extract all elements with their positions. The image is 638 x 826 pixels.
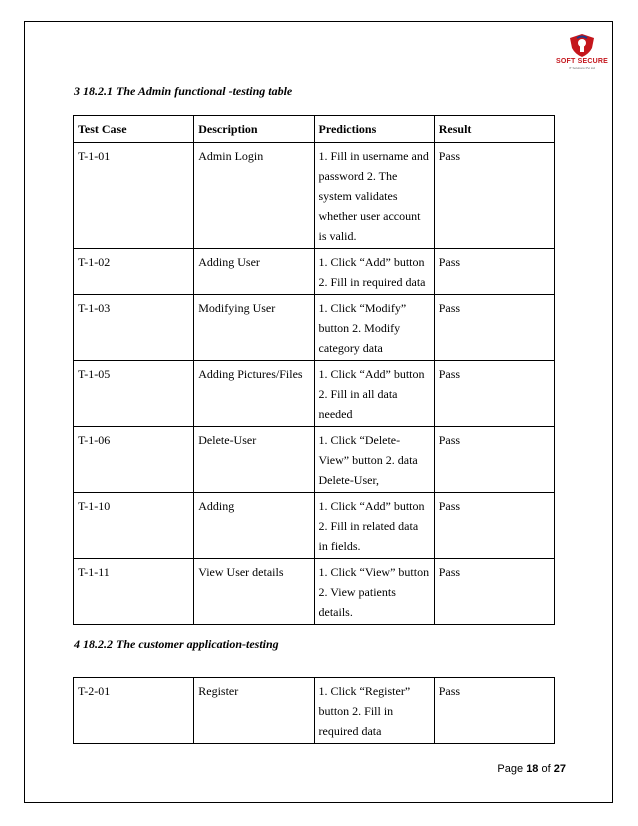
table-header-row bbox=[74, 116, 555, 143]
column-header: Predictions bbox=[314, 116, 434, 143]
admin-testing-table bbox=[73, 115, 555, 625]
table-cell: Pass bbox=[434, 361, 554, 427]
table-cell: Register bbox=[194, 678, 314, 744]
table-cell: T-2-01 bbox=[74, 678, 194, 744]
logo-tagline: IT Solutions Pvt Ltd bbox=[569, 66, 595, 70]
table-row bbox=[74, 361, 555, 427]
page-footer: Page 18 of 27 bbox=[497, 763, 566, 775]
column-header: Test Case bbox=[74, 116, 194, 143]
table-cell: 1. Click “Add” button 2. Fill in all data needed bbox=[314, 361, 434, 427]
table-cell: Pass bbox=[434, 559, 554, 625]
table-cell: 1. Click “View” button 2. View patients details. bbox=[314, 559, 434, 625]
table-cell: Pass bbox=[434, 678, 554, 744]
shield-logo-icon bbox=[567, 32, 597, 58]
section-heading-customer: 4 18.2.2 The customer application-testing bbox=[74, 637, 279, 651]
table-cell: T-1-06 bbox=[74, 427, 194, 493]
table-cell: 1. Click “Modify” button 2. Modify category data bbox=[314, 295, 434, 361]
table-cell: Pass bbox=[434, 143, 554, 249]
logo-name: SOFT SECURE bbox=[556, 58, 608, 65]
table-cell: T-1-11 bbox=[74, 559, 194, 625]
company-logo bbox=[554, 32, 610, 76]
table-cell: Modifying User bbox=[194, 295, 314, 361]
table-cell: 1. Click “Add” button 2. Fill in related data in fields. bbox=[314, 493, 434, 559]
table-cell: Adding Pictures/Files bbox=[194, 361, 314, 427]
table-cell: 1. Click “Delete-View” button 2. data Delete-User, bbox=[314, 427, 434, 493]
table-row bbox=[74, 295, 555, 361]
table-cell: Pass bbox=[434, 295, 554, 361]
table-cell: 1. Click “Add” button 2. Fill in required data bbox=[314, 249, 434, 295]
table-cell: Adding User bbox=[194, 249, 314, 295]
table-row bbox=[74, 427, 555, 493]
table-row bbox=[74, 143, 555, 249]
table-row bbox=[74, 678, 555, 744]
column-header: Description bbox=[194, 116, 314, 143]
table-row bbox=[74, 493, 555, 559]
table-cell: Pass bbox=[434, 249, 554, 295]
table-cell: 1. Click “Register” button 2. Fill in required data bbox=[314, 678, 434, 744]
table-cell: T-1-10 bbox=[74, 493, 194, 559]
table-row bbox=[74, 249, 555, 295]
table-cell: 1. Fill in username and password 2. The system validates whether user account is valid. bbox=[314, 143, 434, 249]
table-cell: Admin Login bbox=[194, 143, 314, 249]
table-cell: T-1-05 bbox=[74, 361, 194, 427]
table-cell: T-1-03 bbox=[74, 295, 194, 361]
section-heading-admin: 3 18.2.1 The Admin functional -testing table bbox=[74, 84, 293, 98]
table-cell: T-1-02 bbox=[74, 249, 194, 295]
table-row bbox=[74, 559, 555, 625]
table-cell: Pass bbox=[434, 493, 554, 559]
table-cell: View User details bbox=[194, 559, 314, 625]
table-cell: Delete-User bbox=[194, 427, 314, 493]
table-cell: Pass bbox=[434, 427, 554, 493]
customer-testing-table bbox=[73, 677, 555, 744]
column-header: Result bbox=[434, 116, 554, 143]
table-cell: Adding bbox=[194, 493, 314, 559]
table-cell: T-1-01 bbox=[74, 143, 194, 249]
